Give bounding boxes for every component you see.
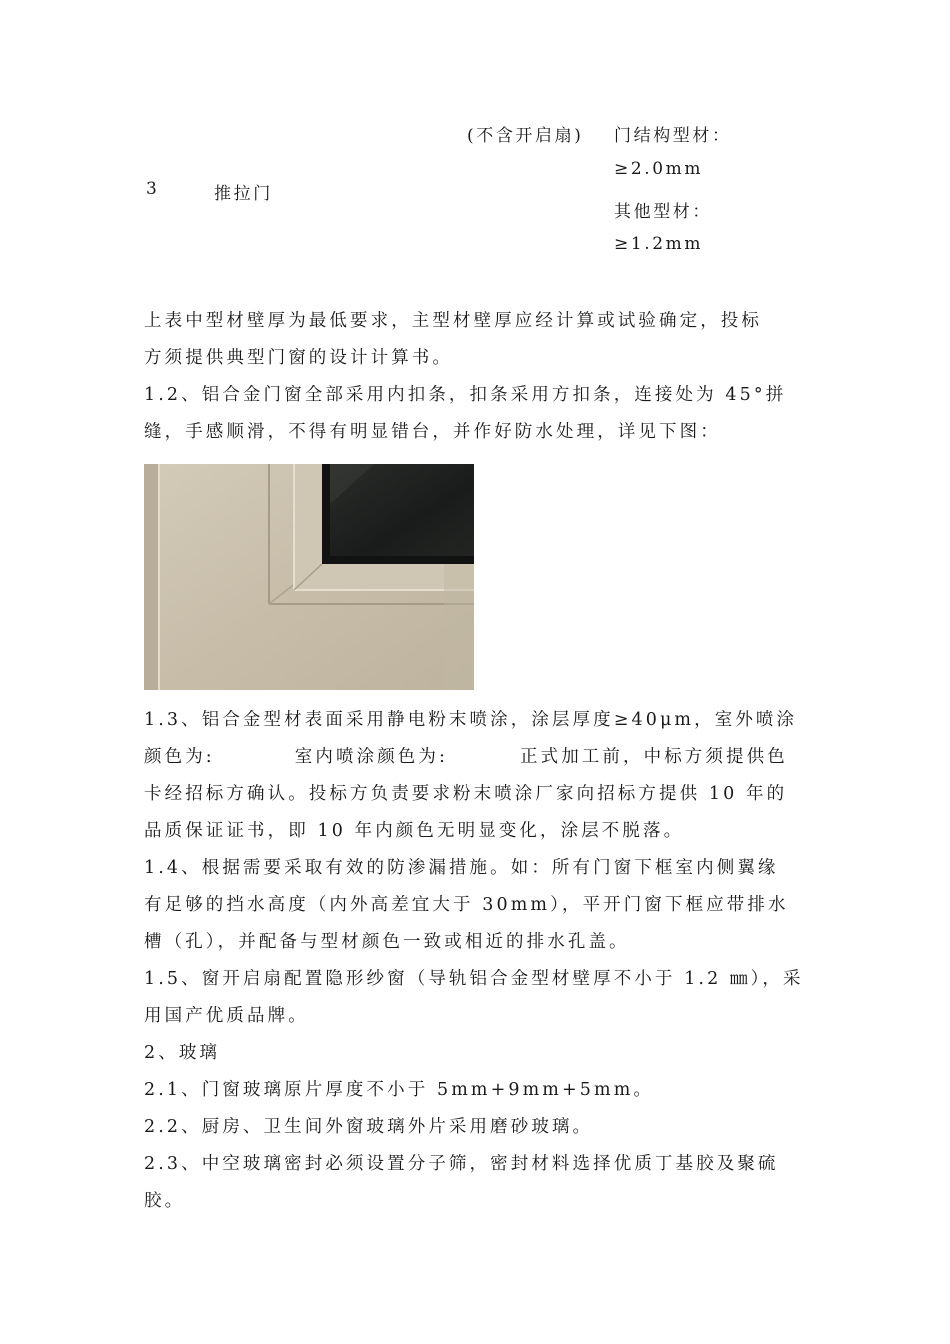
paragraph-line: 胶。 bbox=[144, 1191, 186, 1211]
paragraph-line: 2.3、中空玻璃密封必须设置分子筛，密封材料选择优质丁基胶及聚硫 bbox=[144, 1154, 779, 1174]
color-sample-requirement: 正式加工前，中标方须提供色 bbox=[520, 747, 788, 767]
paragraph-2-1 bbox=[144, 1072, 814, 1109]
paragraph-line-colors bbox=[144, 739, 814, 776]
paragraph-1-2-inner-bead bbox=[144, 377, 814, 451]
paragraph-line: 用国产优质品牌。 bbox=[144, 1006, 309, 1026]
paragraph-line: 上表中型材壁厚为最低要求，主型材壁厚应经计算或试验确定，投标 bbox=[144, 311, 762, 331]
paragraph-line: 品质保证证书，即 10 年内颜色无明显变化，涂层不脱落。 bbox=[144, 821, 685, 841]
paragraph-line: 槽（孔），并配备与型材颜色一致或相近的排水孔盖。 bbox=[144, 932, 630, 952]
paragraph-line: 1.5、窗开启扇配置隐形纱窗（导轨铝合金型材壁厚不小于 1.2 ㎜），采 bbox=[144, 969, 804, 989]
spec-other-label: 其他型材： bbox=[614, 202, 712, 222]
paragraph-1-5-screen bbox=[144, 961, 814, 1035]
paragraph-line: 1.3、铝合金型材表面采用静电粉末喷涂，涂层厚度≥40μm，室外喷涂 bbox=[144, 710, 798, 730]
exterior-color-label: 颜色为: bbox=[144, 747, 215, 767]
spec-other-value: ≥1.2mm bbox=[614, 234, 704, 254]
paragraph-line: 方须提供典型门窗的设计计算书。 bbox=[144, 348, 453, 368]
paragraph-2-3 bbox=[144, 1146, 814, 1220]
interior-color-label: 室内喷涂颜色为: bbox=[294, 747, 448, 767]
table-row-number: 3 bbox=[146, 179, 160, 199]
paragraph-line: 2.2、厨房、卫生间外窗玻璃外片采用磨砂玻璃。 bbox=[144, 1117, 594, 1137]
section-heading-glass bbox=[144, 1035, 814, 1072]
paragraph-line: 卡经招标方确认。投标方负责要求粉末喷涂厂家向招标方提供 10 年的 bbox=[144, 784, 788, 804]
paragraph-1-4-leak-prevention bbox=[144, 850, 814, 961]
paragraph-line: 2.1、门窗玻璃原片厚度不小于 5mm+9mm+5mm。 bbox=[144, 1080, 654, 1100]
table-row-item-sliding-door: 推拉门 bbox=[214, 184, 273, 204]
mitre-corner-illustration bbox=[144, 464, 474, 690]
paragraph-2-2 bbox=[144, 1109, 814, 1146]
paragraph-line: 有足够的挡水高度（内外高差宜大于 30mm），平开门窗下框应带排水 bbox=[144, 895, 789, 915]
heading-text: 2、玻璃 bbox=[144, 1043, 221, 1063]
paragraph-line: 1.2、铝合金门窗全部采用内扣条，扣条采用方扣条，连接处为 45°拼 bbox=[144, 385, 787, 405]
mitre-corner-photo bbox=[144, 464, 474, 690]
paragraph-1-3-powder-coating bbox=[144, 702, 814, 850]
paragraph-line: 缝，手感顺滑，不得有明显错台，并作好防水处理，详见下图： bbox=[144, 422, 721, 442]
paragraph-intro bbox=[144, 303, 814, 377]
table-note-without-opening-sash: (不含开启扇) bbox=[467, 126, 584, 146]
spec-main-structural-value: ≥2.0mm bbox=[614, 159, 704, 179]
spec-main-structural-label: 门结构型材： bbox=[614, 126, 732, 146]
paragraph-line: 1.4、根据需要采取有效的防渗漏措施。如：所有门窗下框室内侧翼缘 bbox=[144, 858, 779, 878]
